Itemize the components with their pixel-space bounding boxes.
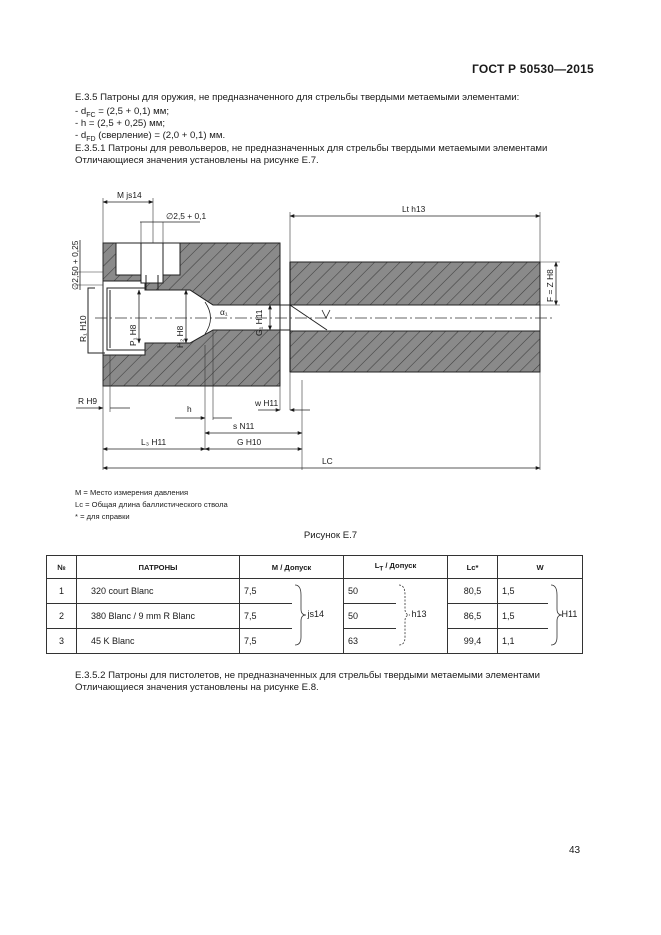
dim-l3-h11: L₃ H11 <box>141 437 167 447</box>
row-num: 2 <box>47 604 77 629</box>
header-cartridges: ПАТРОНЫ <box>77 556 240 579</box>
dim-lt-h13: Lt h13 <box>402 204 426 214</box>
page-number: 43 <box>569 845 581 856</box>
dim-alpha1: α₁ <box>220 307 228 317</box>
cartridge-table <box>46 555 583 654</box>
clause-e35-title: Е.3.5 Патроны для оружия, не предназначенного для стрельбы твердыми метаемыми элементами: <box>75 92 520 103</box>
dim-d250: ∅2,50 + 0,25 <box>70 240 80 290</box>
row-cartridge: 320 court Blanc <box>77 579 240 604</box>
row-m: 7,5 <box>240 604 292 629</box>
h-spec: - h = (2,5 + 0,25) мм; <box>75 118 165 129</box>
header-w: W <box>498 556 583 579</box>
dim-s-n11: s N11 <box>233 421 255 431</box>
tolerance-m: js14 <box>307 609 325 619</box>
row-lc: 80,5 <box>448 579 498 604</box>
table-header-row <box>47 556 583 579</box>
figure-caption: Рисунок Е.7 <box>303 530 358 541</box>
row-lt: 50 <box>344 604 396 629</box>
dfc-spec: - $d_{FC} = (2,5 + 0,1)$ мм; <box>75 106 169 119</box>
row-num: 1 <box>47 579 77 604</box>
row-lc: 86,5 <box>448 604 498 629</box>
row-lc: 99,4 <box>448 629 498 654</box>
tolerance-m-cell <box>292 579 344 654</box>
dim-h: h <box>187 404 192 414</box>
row-w: 1,1 <box>498 629 548 654</box>
header-num: № <box>47 556 77 579</box>
dim-r-h9: R H9 <box>78 396 98 406</box>
dim-h2-h8: H₂ H8 <box>175 325 185 348</box>
row-lt: 50 <box>344 579 396 604</box>
dim-d25: ∅2,5 + 0,1 <box>166 211 207 221</box>
row-m: 7,5 <box>240 629 292 654</box>
dim-m-js14: M js14 <box>117 190 142 200</box>
legend-m: M = Место измерения давления <box>75 488 189 497</box>
clause-e352: Е.3.5.2 Патроны для пистолетов, не предназначенных для стрельбы твердыми метаемыми элементами <box>75 670 540 681</box>
header-lc: Lc* <box>448 556 498 579</box>
dim-f-z-h8: F = Z H8 <box>545 269 555 302</box>
row-w: 1,5 <box>498 579 548 604</box>
legend-reference: * = для справки <box>75 512 130 521</box>
table-row <box>47 579 583 604</box>
tolerance-w: H11 <box>561 609 578 619</box>
tolerance-lt: h13 <box>411 609 427 619</box>
dim-g-h10: G H10 <box>237 437 262 447</box>
dim-g1-h11: G₁ H11 <box>254 309 264 336</box>
dfd-spec: - $d_{FD}$ (сверление) = (2,0 + 0,1) мм. <box>75 130 226 143</box>
dim-w-h11: w H11 <box>255 398 279 408</box>
dim-r1-h10: R₁ H10 <box>78 315 88 342</box>
row-num: 3 <box>47 629 77 654</box>
tolerance-lt-cell <box>396 579 448 654</box>
clause-e351-note: Отличающиеся значения установлены на рисунке Е.7. <box>75 155 319 166</box>
header-lt: $L_T$ / Допуск <box>344 556 448 579</box>
header-m: M / Допуск <box>240 556 344 579</box>
clause-e351: Е.3.5.1 Патроны для револьверов, не предназначенных для стрельбы твердыми метаемыми элементами <box>75 143 548 154</box>
row-lt: 63 <box>344 629 396 654</box>
row-w: 1,5 <box>498 604 548 629</box>
row-cartridge: 45 K Blanc <box>77 629 240 654</box>
dim-lc: LC <box>322 456 333 466</box>
row-m: 7,5 <box>240 579 292 604</box>
figure-e7-drawing <box>0 180 661 480</box>
standard-number: ГОСТ Р 50530—2015 <box>472 62 594 76</box>
legend-lc: Lc = Общая длина баллистического ствола <box>75 500 228 509</box>
dim-p1-h8: P₁ H8 <box>128 324 138 346</box>
tolerance-w-cell <box>548 579 583 654</box>
clause-e352-note: Отличающиеся значения установлены на рисунке Е.8. <box>75 682 319 693</box>
row-cartridge: 380 Blanc / 9 mm R Blanc <box>77 604 240 629</box>
